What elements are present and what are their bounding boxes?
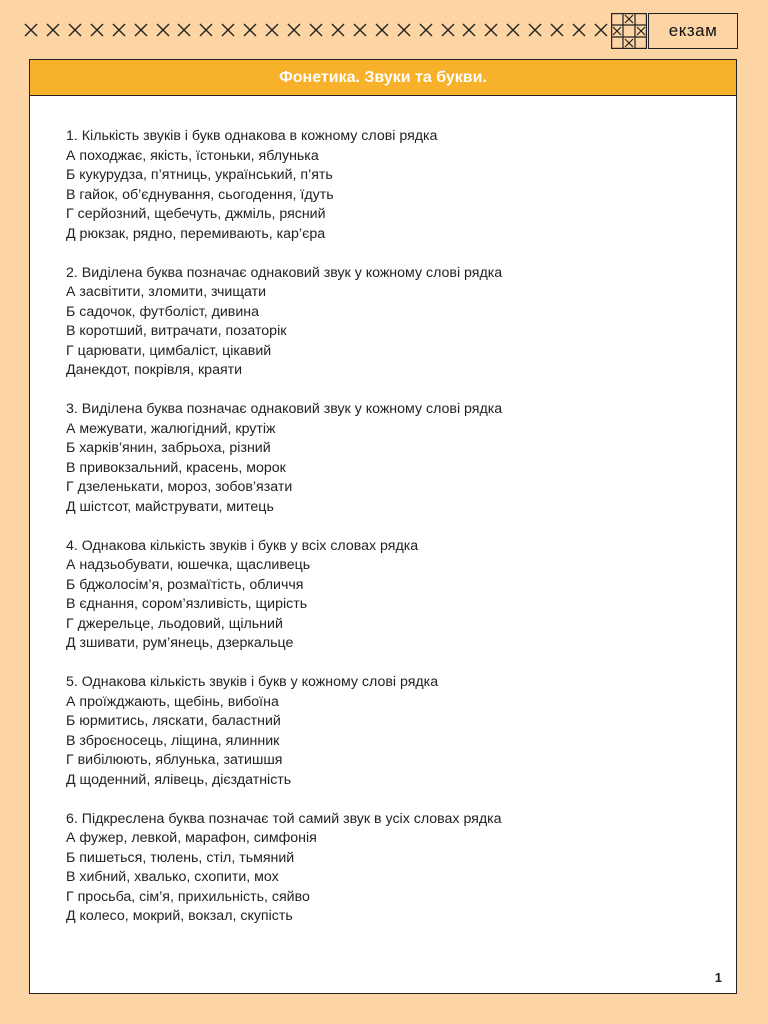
cross-icon: [572, 23, 586, 37]
page-number: 1: [714, 970, 722, 985]
question-block: [66, 400, 716, 517]
cross-icon: [484, 23, 498, 37]
cross-icon: [375, 23, 389, 37]
answer-option: А фужер, левкой, марафон, симфонія: [66, 830, 317, 846]
cross-icon: [156, 23, 170, 37]
question-text: 2. Виділена буква позначає однаковий звук у кожному слові рядка: [66, 264, 503, 281]
question-text: 6. Підкреслена буква позначає той самий звук в усіх словах рядка: [66, 810, 502, 827]
title-bar: [30, 60, 736, 96]
cross-icon: [594, 23, 608, 37]
page-title: Фонетика. Звуки та букви.: [279, 68, 487, 86]
answer-option: Г вибілюють, яблунька, затишшя: [66, 752, 283, 768]
brand-name: екзам: [668, 21, 718, 40]
question-block: [66, 673, 716, 790]
answer-option: А надзьобувати, юшечка, щасливець: [66, 557, 311, 573]
brand-logo: [648, 13, 738, 49]
question-text: 1. Кількість звуків і букв однакова в кожному слові рядка: [66, 128, 438, 144]
cross-icon: [462, 23, 476, 37]
answer-option: В коротший, витрачати, позаторік: [66, 323, 287, 339]
cross-icon: [506, 23, 520, 37]
question-block: [66, 264, 716, 381]
cross-icon: [112, 23, 126, 37]
answer-option: Г дзеленькати, мороз, зобов’язати: [66, 479, 293, 495]
cross-icon: [46, 23, 60, 37]
question-block: [66, 537, 716, 654]
cross-icon: [243, 23, 257, 37]
question-text: 3. Виділена буква позначає однаковий звук у кожному слові рядка: [66, 401, 503, 417]
cross-icon: [134, 23, 148, 37]
cross-icon: [353, 23, 367, 37]
cross-icon: [90, 23, 104, 37]
cross-icon: [199, 23, 213, 37]
answer-option: Г джерельце, льодовий, щільний: [66, 615, 283, 632]
cross-icon: [419, 23, 433, 37]
answer-option: В привокзальний, красень, морок: [66, 459, 286, 476]
answer-option: Г царювати, цимбаліст, цікавий: [66, 342, 272, 359]
answer-option: В зброєносець, ліщина, ялинник: [66, 732, 280, 749]
answer-option: Данекдот, покрівля, краяти: [66, 362, 243, 378]
answer-option: А засвітити, зломити, зчищати: [66, 284, 266, 300]
answer-option: А походжає, якість, їстоньки, яблунька: [66, 147, 319, 164]
answer-option: А проїжджають, щебінь, вибоїна: [66, 693, 279, 710]
answer-option: В хибний, хвалько, схопити, мох: [66, 869, 279, 885]
answer-option: В гайок, об’єднування, сьогодення, їдуть: [66, 186, 334, 203]
question-block: [66, 810, 716, 927]
answer-option: Д шістсот, майструвати, митець: [66, 498, 274, 515]
cross-icon: [177, 23, 191, 37]
cross-icon: [309, 23, 323, 37]
answer-option: В єднання, сором’язливість, щирість: [66, 596, 308, 612]
answer-option: Д рюкзак, рядно, перемивають, кар’єра: [66, 225, 326, 242]
answer-option: Б садочок, футболіст, дивина: [66, 303, 259, 320]
answer-option: Б бджолосім’я, розмаїтість, обличчя: [66, 576, 304, 593]
cross-icon: [441, 23, 455, 37]
cross-icon: [265, 23, 279, 37]
cross-icon: [221, 23, 235, 37]
answer-option: Д колесо, мокрий, вокзал, скупість: [66, 908, 293, 924]
answer-option: Г просьба, сім’я, прихильність, сяйво: [66, 888, 310, 905]
cross-icon: [528, 23, 542, 37]
worksheet: [29, 59, 737, 994]
cross-icon: [24, 23, 38, 37]
questions-list: [66, 127, 716, 946]
answer-option: Б юрмитись, ляскати, баластний: [66, 713, 281, 729]
grid-crosses-logo-icon: [611, 13, 647, 49]
answer-option: Д щоденний, ялівець, дієздатність: [66, 771, 292, 788]
cross-icon: [68, 23, 82, 37]
cross-icon: [397, 23, 411, 37]
question-text: 5. Однакова кількість звуків і букв у кожному слові рядка: [66, 674, 439, 690]
answer-option: Б кукурудза, п’ятниць, український, п’ять: [66, 167, 333, 183]
answer-option: Б харків’янин, забрьоха, різний: [66, 440, 271, 456]
cross-icon: [331, 23, 345, 37]
answer-option: Д зшивати, рум’янець, дзеркальце: [66, 635, 294, 651]
answer-option: Б пишеться, тюлень, стіл, тьмяний: [66, 849, 295, 866]
decorative-cross-row: [24, 17, 608, 43]
question-block: [66, 127, 716, 244]
answer-option: А межувати, жалюгідний, крутіж: [66, 420, 276, 437]
cross-icon: [550, 23, 564, 37]
answer-option: Г серйозний, щебечуть, джміль, рясний: [66, 206, 326, 222]
question-text: 4. Однакова кількість звуків і букв у всіх словах рядка: [66, 537, 419, 554]
cross-icon: [287, 23, 301, 37]
